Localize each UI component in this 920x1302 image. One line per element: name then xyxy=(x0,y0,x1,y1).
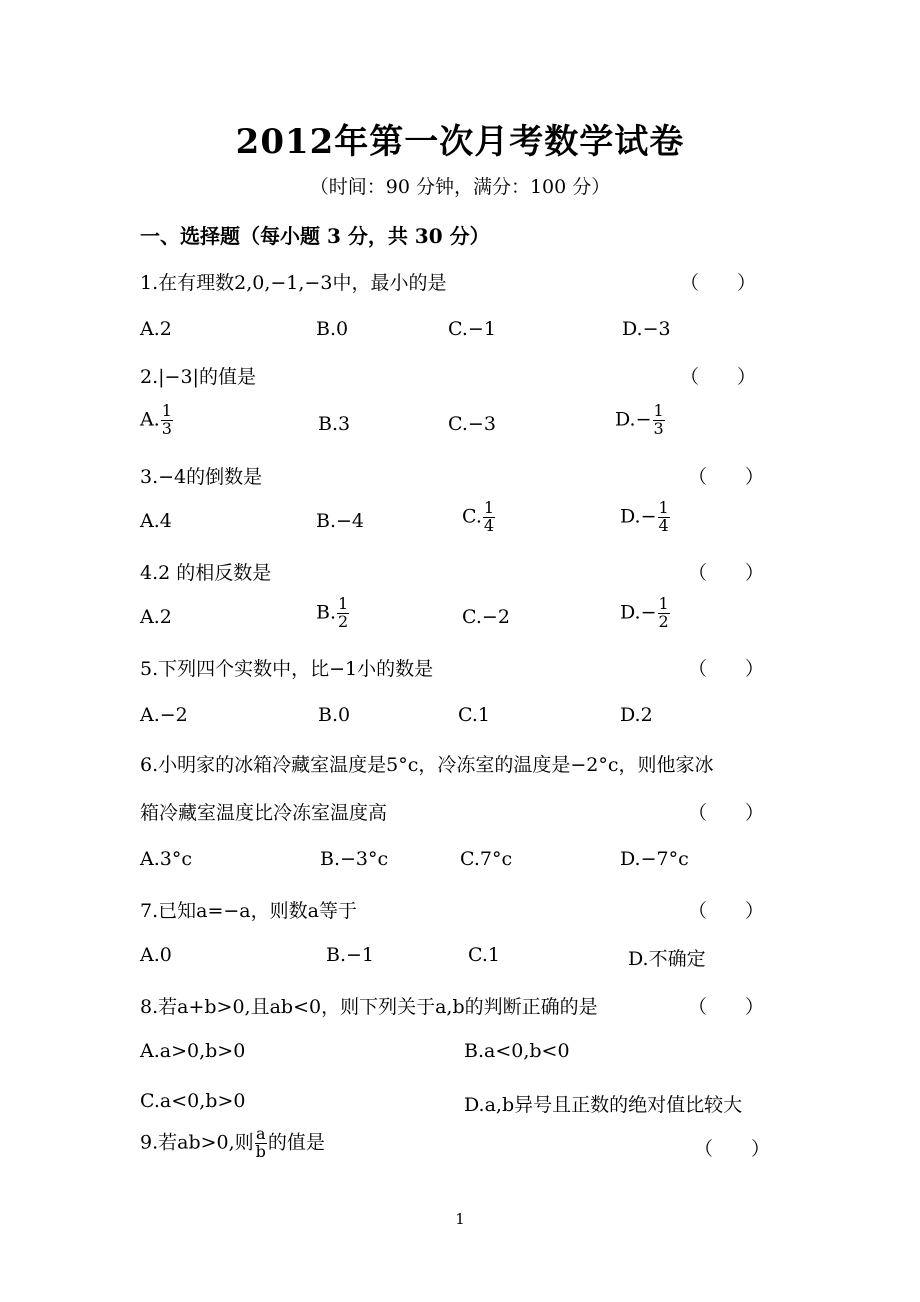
answer-blank-8: （ ） xyxy=(688,996,765,1018)
q4-option-d xyxy=(620,596,671,631)
q3-option-a: A.4 xyxy=(140,510,172,532)
answer-blank-3: （ ） xyxy=(688,466,765,488)
q8-option-a: A.a>0,b>0 xyxy=(140,1040,246,1062)
question-3: 3.−4的倒数是 xyxy=(140,466,263,488)
question-7: 7.已知a=−a，则数a等于 xyxy=(140,900,357,922)
question-6-line-1: 6.小明家的冰箱冷藏室温度是5°c，冷冻室的温度是−2°c，则他家冰 xyxy=(140,754,714,776)
fraction: $\frac{1}{4}$ xyxy=(483,498,495,535)
q3-option-c-label: C. xyxy=(462,505,482,528)
answer-blank-9: （ ） xyxy=(694,1138,771,1160)
answer-blank-2: （ ） xyxy=(680,366,757,388)
q5-option-d: D.2 xyxy=(620,704,653,726)
q6-option-c: C.7°c xyxy=(460,848,513,870)
q3-option-d xyxy=(620,500,671,535)
page-number: 1 xyxy=(455,1210,465,1228)
q4-option-b-label: B. xyxy=(316,601,337,624)
q2-option-d xyxy=(615,403,666,438)
answer-blank-6: （ ） xyxy=(688,802,765,824)
q6-option-b: B.−3°c xyxy=(320,848,389,870)
question-1: 1.在有理数2,0,−1,−3中，最小的是 xyxy=(140,272,447,294)
fraction: $\frac{1}{3}$ xyxy=(653,401,664,438)
q3-option-d-label: D.− xyxy=(620,505,657,528)
question-2: 2.|−3|的值是 xyxy=(140,366,256,388)
q1-option-a: A.2 xyxy=(140,318,172,340)
q6-option-a: A.3°c xyxy=(140,848,192,870)
q5-option-a: A.−2 xyxy=(140,704,188,726)
q2-option-a xyxy=(140,403,174,438)
question-9-suffix: 的值是 xyxy=(267,1131,325,1154)
question-8: 8.若a+b>0,且ab<0，则下列关于a,b的判断正确的是 xyxy=(140,996,598,1018)
answer-blank-5: （ ） xyxy=(688,658,765,680)
fraction: $\frac{1}{3}$ xyxy=(161,401,172,438)
q5-option-b: B.0 xyxy=(318,704,351,726)
answer-blank-4: （ ） xyxy=(688,562,765,584)
page-title: 2012年第一次月考数学试卷 xyxy=(235,122,685,162)
q4-option-b xyxy=(316,596,350,631)
fraction: $\frac{1}{2}$ xyxy=(658,594,669,631)
q7-option-d: D.不确定 xyxy=(628,948,706,970)
answer-blank-7: （ ） xyxy=(688,900,765,922)
q2-option-d-label: D.− xyxy=(615,408,652,431)
q5-option-c: C.1 xyxy=(458,704,490,726)
question-4: 4.2 的相反数是 xyxy=(140,562,272,584)
question-5: 5.下列四个实数中，比−1小的数是 xyxy=(140,658,434,680)
q1-option-b: B.0 xyxy=(316,318,349,340)
question-6-line-2: 箱冷藏室温度比冷冻室温度高 xyxy=(140,802,388,824)
answer-blank-1: （ ） xyxy=(680,272,757,294)
q8-option-b: B.a<0,b<0 xyxy=(464,1040,570,1062)
q8-option-d: D.a,b异号且正数的绝对值比较大 xyxy=(464,1094,743,1116)
q1-option-d: D.−3 xyxy=(622,318,671,340)
fraction: $\frac{a}{b}$ xyxy=(255,1124,266,1161)
q4-option-c: C.−2 xyxy=(462,606,510,628)
question-9-prefix: 9.若ab>0,则 xyxy=(140,1131,254,1154)
q3-option-b: B.−4 xyxy=(316,510,365,532)
q4-option-a: A.2 xyxy=(140,606,172,628)
q8-option-c: C.a<0,b>0 xyxy=(140,1090,246,1112)
q1-option-c: C.−1 xyxy=(448,318,496,340)
q2-option-b: B.3 xyxy=(318,413,351,435)
q3-option-c xyxy=(462,500,496,535)
fraction: $\frac{1}{2}$ xyxy=(338,594,349,631)
q2-option-c: C.−3 xyxy=(448,413,496,435)
question-9 xyxy=(140,1126,325,1161)
q6-option-d: D.−7°c xyxy=(620,848,689,870)
q2-option-a-label: A. xyxy=(140,408,160,431)
q4-option-d-label: D.− xyxy=(620,601,657,624)
q7-option-a: A.0 xyxy=(140,944,172,966)
exam-info: （时间：90 分钟，满分：100 分） xyxy=(309,176,611,198)
section-heading: 一、选择题（每小题 3 分，共 30 分） xyxy=(140,224,490,248)
q7-option-b: B.−1 xyxy=(326,944,375,966)
fraction: $\frac{1}{4}$ xyxy=(658,498,669,535)
q7-option-c: C.1 xyxy=(468,944,500,966)
